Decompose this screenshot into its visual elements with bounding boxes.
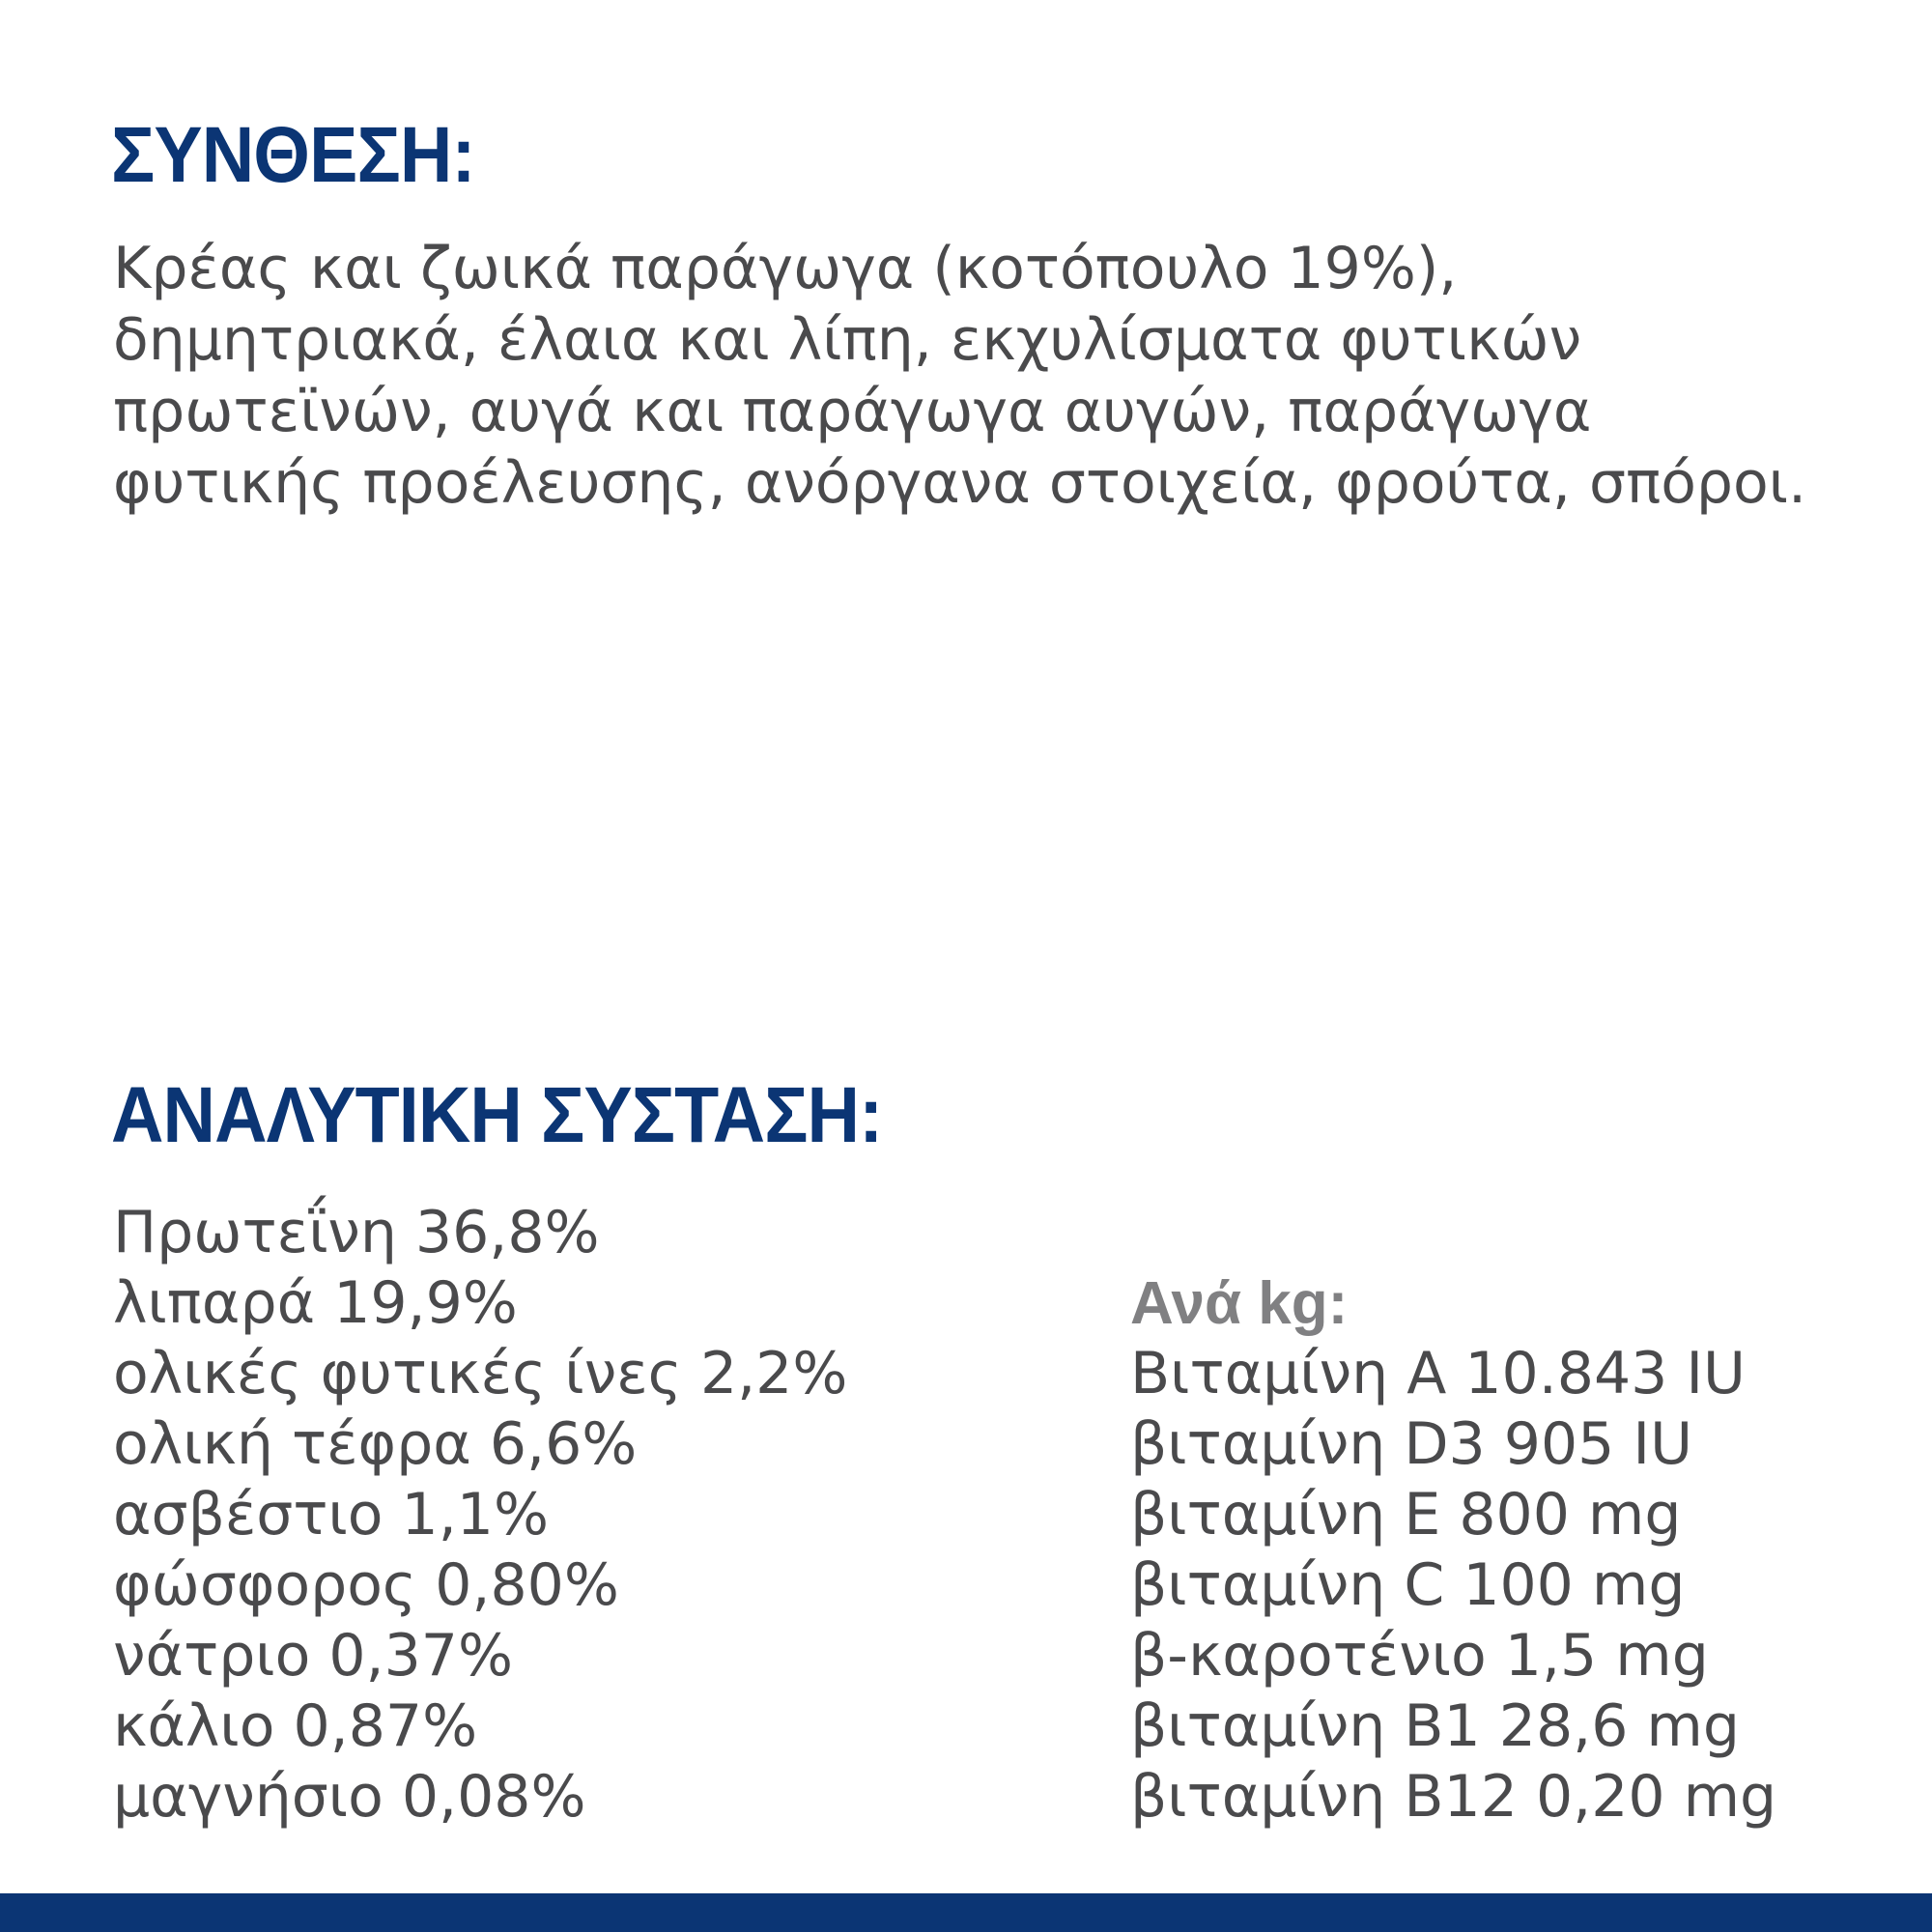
- analysis-list: [113, 1198, 847, 1833]
- analysis-item: Πρωτεΐνη 36,8%: [113, 1199, 600, 1266]
- footer-bar: [0, 1893, 1932, 1932]
- vitamin-item: βιταμίνη Β1 28,6 mg: [1130, 1692, 1740, 1760]
- composition-line: Κρέας και ζωικά παράγωγα (κοτόπουλο 19%),: [113, 235, 1458, 302]
- vitamins-list: [1130, 1339, 1776, 1833]
- analysis-item: λιπαρά 19,9%: [113, 1269, 518, 1337]
- composition-line: πρωτεϊνών, αυγά και παράγωγα αυγών, παράγωγα: [113, 378, 1592, 445]
- analysis-heading: ΑΝΑΛΥΤΙΚΗ ΣΥΣΤΑΣΗ:: [111, 1071, 883, 1159]
- analysis-item: μαγνήσιο 0,08%: [113, 1763, 586, 1831]
- composition-text: [113, 233, 1910, 519]
- analysis-item: φώσφορος 0,80%: [113, 1551, 619, 1619]
- vitamin-item: βιταμίνη D3 905 IU: [1130, 1410, 1693, 1478]
- analysis-item: ολική τέφρα 6,6%: [113, 1410, 638, 1478]
- vitamins-block: [1130, 1268, 1776, 1833]
- analysis-item: ολικές φυτικές ίνες 2,2%: [113, 1340, 848, 1407]
- vitamin-item: βιταμίνη C 100 mg: [1130, 1551, 1686, 1619]
- per-kg-label: Ανά kg:: [1130, 1270, 1349, 1337]
- analysis-item: κάλιο 0,87%: [113, 1692, 478, 1760]
- vitamin-item: Βιταμίνη Α 10.843 IU: [1130, 1340, 1746, 1407]
- composition-heading: ΣΥΝΘΕΣΗ:: [111, 111, 475, 199]
- composition-line: φυτικής προέλευσης, ανόργανα στοιχεία, φρούτα, σπόροι.: [113, 449, 1807, 517]
- analysis-item: νάτριο 0,37%: [113, 1622, 513, 1690]
- composition-line: δημητριακά, έλαια και λίπη, εκχυλίσματα φυτικών: [113, 306, 1582, 374]
- vitamin-item: β-καροτένιο 1,5 mg: [1130, 1622, 1709, 1690]
- vitamin-item: βιταμίνη Β12 0,20 mg: [1130, 1763, 1777, 1831]
- analysis-item: ασβέστιο 1,1%: [113, 1481, 549, 1548]
- vitamin-item: βιταμίνη Ε 800 mg: [1130, 1481, 1682, 1548]
